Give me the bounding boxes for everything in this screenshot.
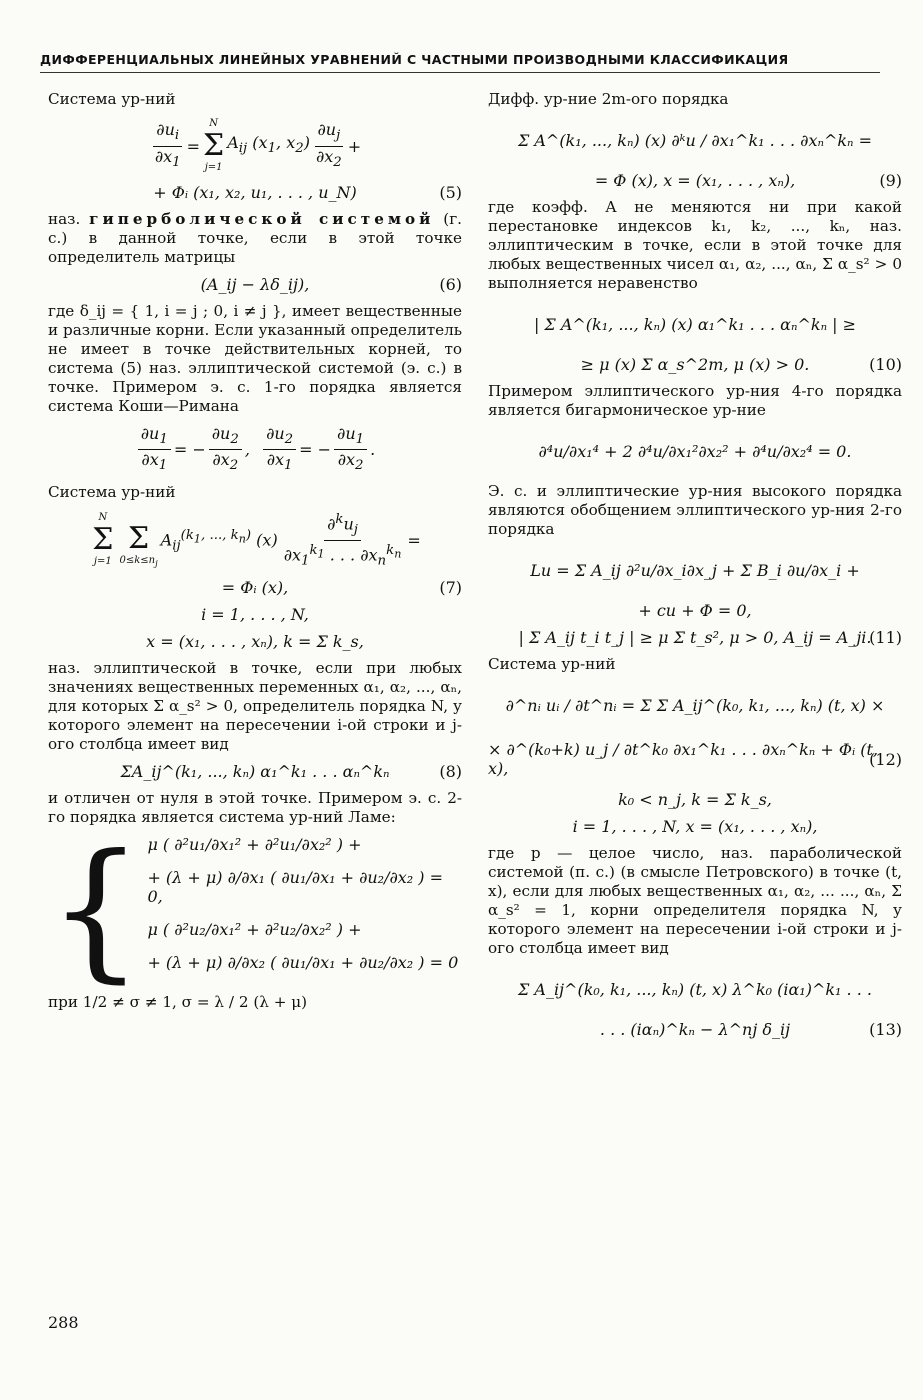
equation-12-line3: k₀ < n_j, k = Σ k_s, (618, 790, 772, 809)
equation-13-line1: Σ A_ij^(k₀, k₁, ..., kₙ) (t, x) λ^k₀ (iα₁)^k₁ . . . (518, 979, 872, 999)
paragraph: где p — целое число, наз. параболической системой (п. с.) (в смысле Петровского) в точке (t, x), если для любых вещественных α₁, α₂, ... ..., αₙ, Σ α_s² = 1, корни определителя порядка N, у которого элемент на пересечении i-ой строки и j-ого столбца имеет вид (488, 844, 902, 957)
paragraph: наз. эллиптической в точке, если при любых значениях вещественных переменных α₁, α₂, ..., αₙ, для которых Σ α_s² > 0, определитель порядка N, у которого элемент на пересечении i-ой строки и j-ого столбца имеет вид (48, 659, 462, 754)
equation-number: (8) (439, 762, 462, 782)
equation-12: × ∂^(k₀+k) u_j / ∂t^k₀ ∂x₁^k₁ . . . ∂xₙ^kₙ + Φᵢ (t, x), (12) (488, 740, 902, 778)
equation-number: (7) (439, 578, 462, 598)
equation-9: = Φ (x), x = (x₁, . . . , xₙ), (9) (594, 171, 902, 190)
paragraph: Примером эллиптического ур-ния 4-го порядка является бигармоническое ур-ние (488, 382, 902, 419)
equation-11-line1: Lu = Σ A_ij ∂²u/∂x_i∂x_j + Σ B_i ∂u/∂x_i + (530, 560, 860, 580)
equation-5: + Φᵢ (x₁, x₂, u₁, . . . , u_N) (5) (153, 183, 462, 202)
equation-number: (6) (439, 275, 462, 294)
equation-number: (12) (869, 749, 902, 769)
equation-12-line1: ∂^nᵢ uᵢ / ∂t^nᵢ = Σ Σ A_ij^(k₀, k₁, ..., kₙ) (t, x) × (505, 695, 885, 715)
running-header: ДИФФЕРЕНЦИАЛЬНЫХ ЛИНЕЙНЫХ УРАВНЕНИЙ С ЧАСТНЫМИ ПРОИЗВОДНЫМИ КЛАССИФИКАЦИЯ (40, 52, 789, 67)
paragraph: Система ур-ний (48, 483, 176, 502)
equation-11-line2: + cu + Φ = 0, (638, 601, 752, 620)
equation-number: (9) (879, 171, 902, 190)
equation-8: ΣA_ij^(k₁, ..., kₙ) α₁^k₁ . . . αₙ^kₙ (8) (120, 762, 462, 782)
equation-5-line1: $\frac{\partial u_i}{\partial x_1}$ = N Σ j=1 $A_{ij}$ ($x_1$, $x_2$) $\frac{\partial u_j}{\partial x_2}$ + (154, 118, 362, 173)
paragraph: Система ур-ний (48, 90, 176, 108)
equation-11: | Σ A_ij t_i t_j | ≥ μ Σ t_s², μ > 0, A_ij = A_ji. (11) (518, 628, 902, 647)
equation-number: (13) (869, 1020, 902, 1039)
paragraph: где δ_ij = { 1, i = j ; 0, i ≠ j }, имеет вещественные и различные корни. Если указанный определитель не имеет в точке действительных корней, то система (5) наз. эллиптической системой (э. с.) в точке. Примером э. с. 1-го порядка является система Коши—Римана (48, 302, 462, 415)
equation-12-line4: i = 1, . . . , N, x = (x₁, . . . , xₙ), (572, 817, 818, 836)
equation-7: = Φᵢ (x), (7) (221, 578, 462, 598)
lame-system: { μ ( ∂²u₁/∂x₁² + ∂²u₁/∂x₂² ) + + (λ + μ) ∂/∂x₁ ( ∂u₁/∂x₁ + ∂u₂/∂x₂ ) = 0, μ ( ∂²u₂/∂x₁² + ∂²u₂/∂x₂² ) + + (λ + μ) ∂/∂x₂ ( ∂u₁/∂x₁ + ∂u₂/∂x₂ ) = 0 (48, 823, 459, 998)
equation-6: (A_ij − λδ_ij), (6) (200, 275, 462, 294)
paragraph: при 1/2 ≠ σ ≠ 1, σ = λ / 2 (λ + μ) (48, 993, 308, 1012)
left-column (48, 90, 462, 1020)
equation-number: (10) (869, 355, 902, 374)
header-rule (40, 72, 880, 73)
paragraph: где коэфф. A не меняются ни при какой перестановке индексов k₁, k₂, ..., kₙ, наз. эллиптическим в точке, если в этой точке для любых вещественных чисел α₁, α₂, ..., αₙ, Σ α_s² > 0 выполняется неравенство (488, 198, 902, 292)
equation-10-line1: | Σ A^(k₁, ..., kₙ) (x) α₁^k₁ . . . αₙ^kₙ | ≥ (533, 314, 857, 334)
equation-10: ≥ μ (x) Σ α_s^2m, μ (x) > 0. (10) (580, 355, 902, 374)
cauchy-riemann-equations: $\frac{\partial u_1}{\partial x_1}$ = − $\frac{\partial u_2}{\partial x_2}$ , $\frac{\partial u_2}{\partial x_1}$ = − $\frac{\partial u_1}{\partial x_2}$ . (48, 424, 462, 475)
paragraph: наз. гиперболической системой (г. с.) в данной точке, если в этой точке определитель матрицы (48, 210, 463, 266)
right-column (488, 90, 902, 1047)
equation-number: (5) (439, 183, 462, 202)
equation-7-index: i = 1, . . . , N, (201, 605, 309, 625)
equation-9-line1: Σ A^(k₁, ..., kₙ) (x) ∂ᵏu / ∂x₁^k₁ . . . ∂xₙ^kₙ = (517, 130, 873, 150)
biharmonic-equation: ∂⁴u/∂x₁⁴ + 2 ∂⁴u/∂x₁²∂x₂² + ∂⁴u/∂x₂⁴ = 0. (538, 441, 852, 461)
paragraph: Э. с. и эллиптические ур-ния высокого порядка являются обобщением эллиптического ур-ния 2-го порядка (488, 482, 902, 538)
equation-7-vars: x = (x₁, . . . , xₙ), k = Σ k_s, (146, 632, 364, 652)
paragraph: Дифф. ур-ние 2m-ого порядка (488, 90, 729, 108)
equation-13: . . . (iαₙ)^kₙ − λ^nj δ_ij (13) (599, 1020, 902, 1039)
paragraph: и отличен от нуля в этой точке. Примером э. с. 2-го порядка является система ур-ний Ламе: (48, 789, 462, 827)
equation-number: (11) (869, 628, 902, 647)
page-number: 288 (48, 1313, 79, 1332)
equation-7-line1: N Σ j=1 Σ $0\le k\le n_j$ $A_{ij}^{(k_1, ..., k_n)}$ (x) $\frac{\partial^ku_j}{\partial x_1^{k_1} . . . \partial x_n^{k_n}}$ = (92, 512, 421, 569)
paragraph: Система ур-ний (488, 655, 616, 673)
